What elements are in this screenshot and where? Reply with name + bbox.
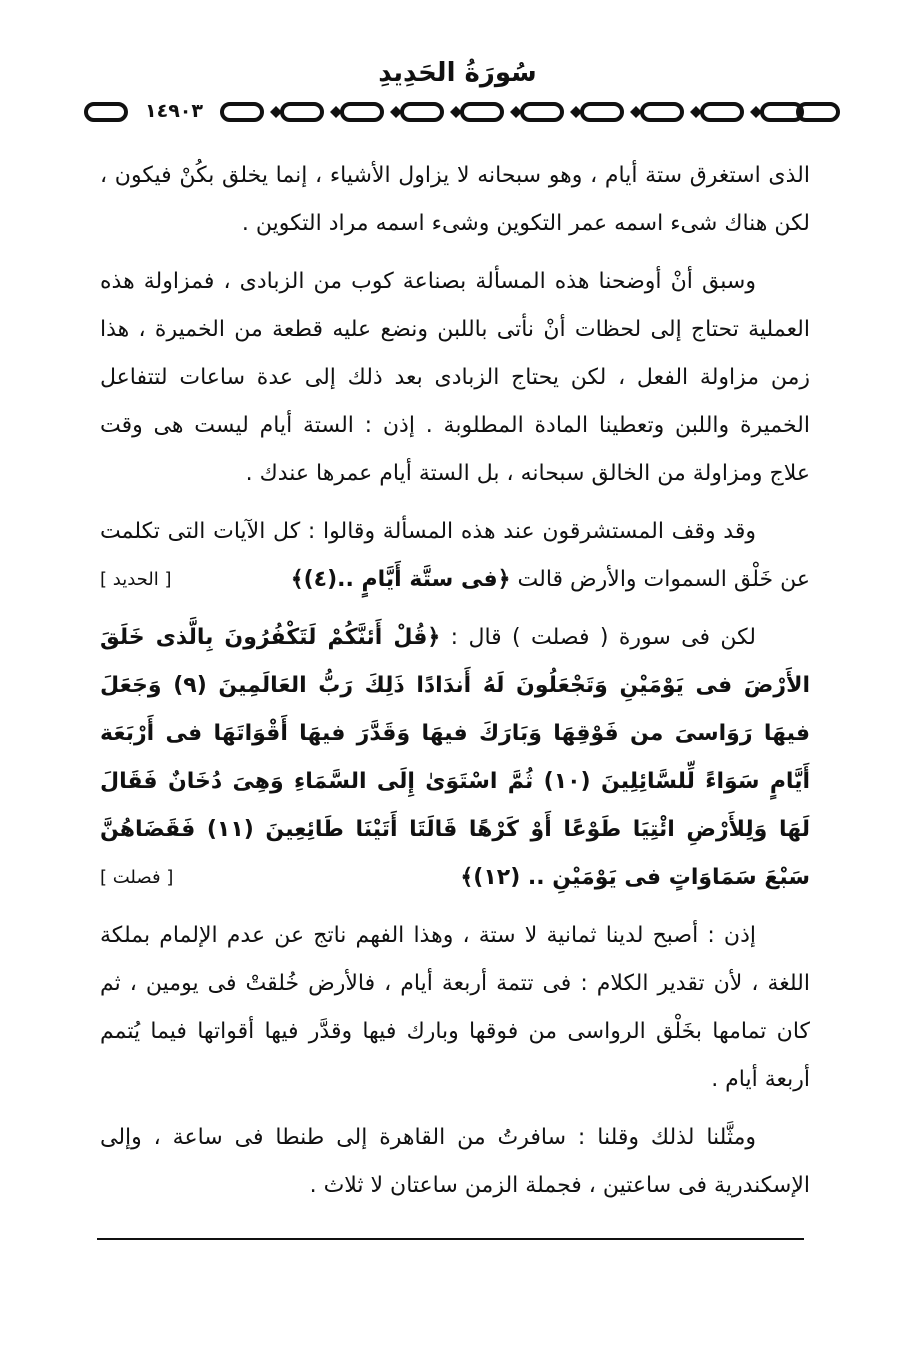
page-number: ١٤٩٠٣: [128, 99, 220, 123]
quran-verse: ﴿فى ستَّة أَيَّامٍ ..(٤)﴾: [290, 567, 511, 592]
paragraph: وسبق أنْ أوضحنا هذه المسألة بصناعة كوب من الزبادى ، فمزاولة هذه العملية تحتاج إلى لحظات أنْ نأتى باللبن ونضع عليه قطعة من الخميرة ، هذا زمن مزاولة الفعل ، لكن يحتاج الزبادى بعد ذلك إلى عدة ساعات لتتفاعل الخميرة واللبن وتعطينا المادة المطلوبة . إذن : الستة أيام ليست هى وقت علاج ومزاولة من الخالق سبحانه ، بل الستة أيام عمرها عندك .: [100, 269, 810, 486]
footer-divider: [97, 1238, 804, 1240]
paragraph-with-quote: [100, 508, 810, 604]
paragraph-with-quote: [100, 614, 810, 902]
paragraph-text: لكن فى سورة ( فصلت ) قال :: [450, 625, 756, 650]
paragraph-text: وقد وقف المستشرقون عند هذه المسألة وقالوا : كل الآيات التى تكلمت عن خَلْق السموات والأرض قالت: [100, 519, 810, 592]
verse-source: [ فصلت ]: [100, 867, 174, 888]
paragraph: الذى استغرق ستة أيام ، وهو سبحانه لا يزاول الأشياء ، إنما يخلق بكُنْ فيكون ، لكن هناك شىء اسمه عمر التكوين وشىء اسمه مراد التكوين .: [100, 163, 810, 236]
surah-title: سُورَةُ الحَدِيدِ: [378, 58, 537, 88]
paragraph: إذن : أصبح لدينا ثمانية لا ستة ، وهذا الفهم ناتج عن عدم الإلمام بملكة اللغة ، لأن تقدير الكلام : فى تتمة أربعة أيام ، فالأرض خُلقتْ فى يومين ، ثم كان تمامها بخَلْق الرواسى من فوقها وبارك فيها وقدَّر فيها أقواتها فيما يُتمم أربعة أيام .: [100, 923, 810, 1092]
page-body: [100, 152, 810, 1220]
quran-verse: ﴿قُلْ أَئنَّكُمْ لَتَكْفُرُونَ بِالَّذى خَلَقَ الأَرْضَ فى يَوْمَيْنِ وَتَجْعَلُونَ لَهُ أَندَادًا ذَلِكَ رَبُّ العَالَمِينَ (٩) وَجَعَلَ فيهَا رَوَاسىَ من فَوْقِهَا وَبَارَكَ فيهَا وَقَدَّرَ فيهَا أَقْوَاتَهَا فى أَرْبَعَة أَيَّامٍ سَوَاءً لِّلسَّائِلِينَ (١٠) ثُمَّ اسْتَوَىٰ إِلَى السَّمَاءِ وَهِىَ دُخَانٌ فَقَالَ لَهَا وَلِلأَرْضِ ائْتِيَا طَوْعًا أَوْ كَرْهًا قَالَتَا أَتَيْنَا طَائِعِينَ (١١) فَقَضَاهُنَّ سَبْعَ سَمَاوَاتٍ فى يَوْمَيْنِ .. (١٢)﴾: [100, 625, 810, 890]
paragraph: ومثَّلنا لذلك وقلنا : سافرتُ من القاهرة إلى طنطا فى ساعة ، وإلى الإسكندرية فى ساعتين ، فجملة الزمن ساعتان لا ثلاث .: [100, 1125, 810, 1198]
verse-source: [ الحديد ]: [100, 569, 172, 590]
